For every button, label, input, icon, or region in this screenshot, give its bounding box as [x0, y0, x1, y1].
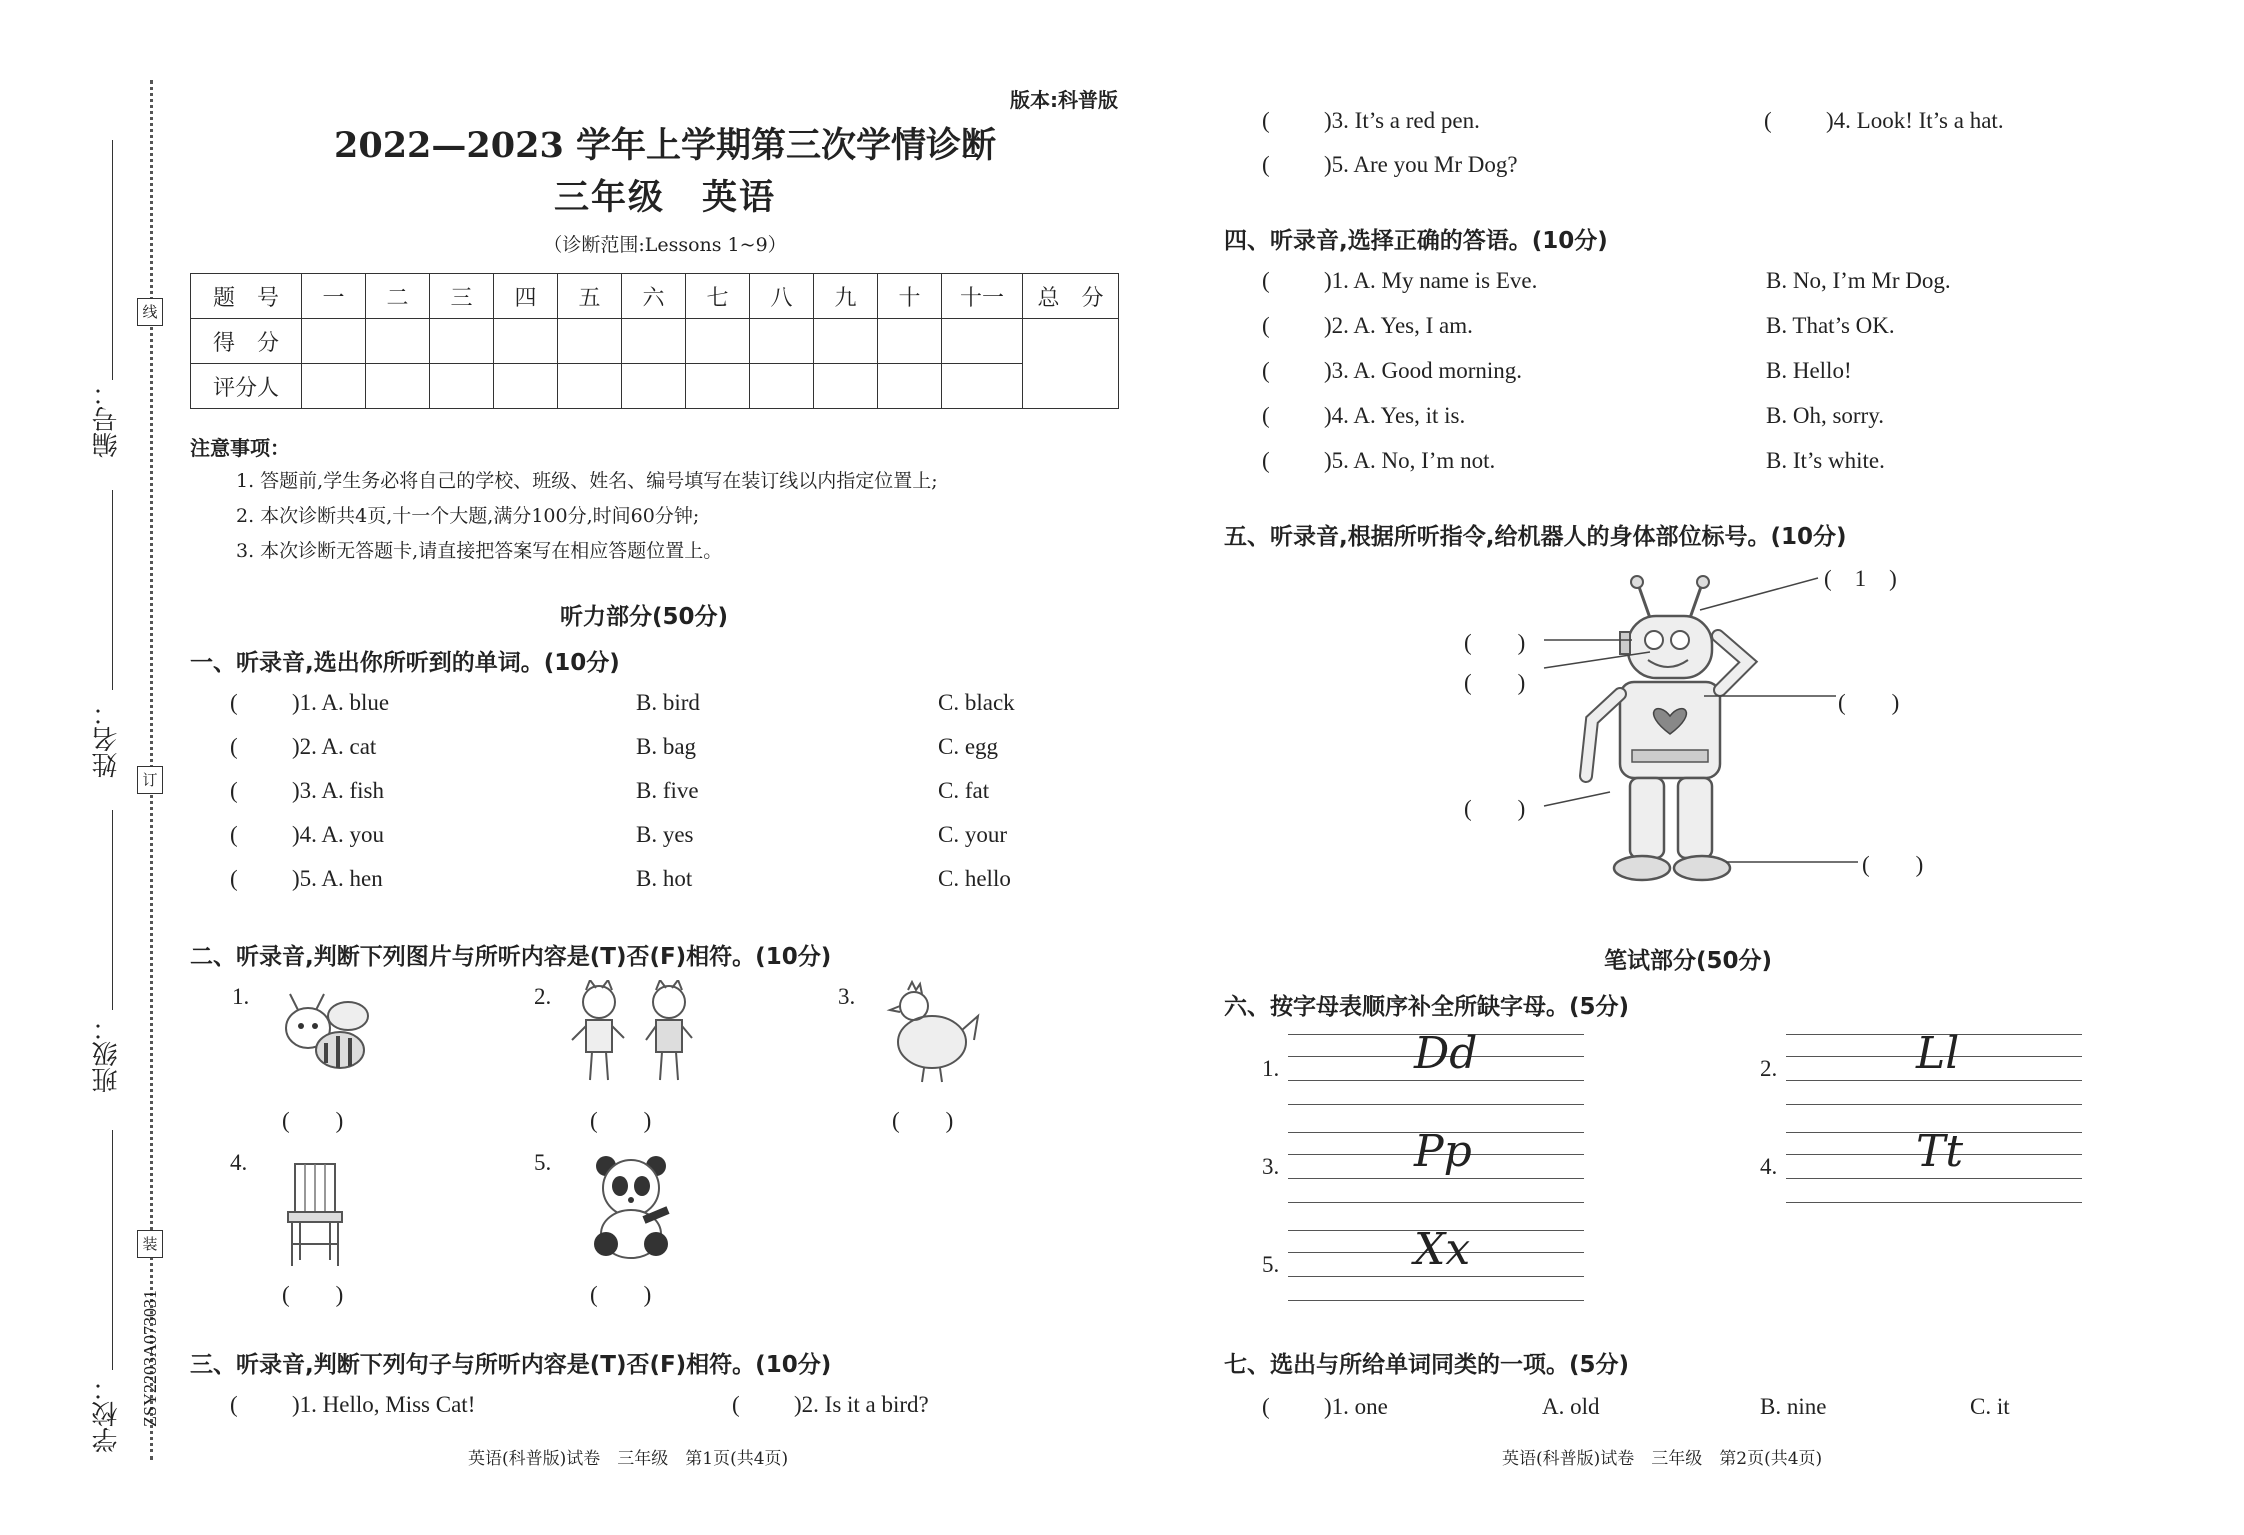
answer-paren[interactable]: ( [1262, 313, 1270, 338]
name-label: 姓名： [92, 700, 122, 778]
s7-q1: )1. one [1324, 1394, 1388, 1419]
s1-q2-b: B. bag [636, 734, 697, 759]
col-7: 七 [686, 274, 750, 319]
row-header-grader: 评分人 [191, 364, 302, 409]
s3-q3: )3. It’s a red pen. [1324, 108, 1480, 133]
s6-num-4: 4. [1760, 1154, 1778, 1179]
s1-q3-a: )3. A. fish [292, 778, 384, 803]
hen-picture [874, 980, 984, 1086]
col-total: 总 分 [1023, 274, 1119, 319]
grader-cell[interactable] [302, 364, 366, 409]
s2-answer-2[interactable]: ( ) [590, 1108, 652, 1133]
answer-paren[interactable]: ( [732, 1392, 740, 1417]
section-2-heading: 二、听录音,判断下列图片与所听内容是(T)否(F)相符。(10分) [190, 944, 832, 970]
two-children-picture [564, 980, 704, 1085]
robot-label-1: ( 1 ) [1824, 566, 1897, 591]
s1-q2-c: C. egg [938, 734, 999, 759]
answer-paren[interactable]: ( [1262, 358, 1270, 383]
grader-cell[interactable] [366, 364, 430, 409]
s6-letters-2: Ll [1916, 1028, 1960, 1079]
grader-cell[interactable] [430, 364, 494, 409]
s1-q3-c: C. fat [938, 778, 990, 803]
s1-q4-b: B. yes [636, 822, 694, 847]
binding-mark-ding: 订 [137, 766, 163, 794]
s4-q2-a: )2. A. Yes, I am. [1324, 313, 1473, 338]
section-1-heading: 一、听录音,选出你所听到的单词。(10分) [190, 650, 620, 676]
exam-title: 2022—2023 学年上学期第三次学情诊断 [333, 125, 996, 166]
section-6-heading: 六、按字母表顺序补全所缺字母。(5分) [1224, 994, 1630, 1020]
s4-q3-b: B. Hello! [1766, 358, 1852, 383]
s1-q1-c: C. black [938, 690, 1015, 715]
s1-q4-a: )4. A. you [292, 822, 384, 847]
s2-num-1: 1. [232, 984, 250, 1009]
s7-q1-c: C. it [1970, 1394, 2010, 1419]
s1-q4-c: C. your [938, 822, 1007, 847]
col-6: 六 [622, 274, 686, 319]
school-label: 学校： [92, 1375, 122, 1453]
col-4: 四 [494, 274, 558, 319]
section-7-heading: 七、选出与所给单词同类的一项。(5分) [1224, 1352, 1630, 1378]
s1-q1-b: B. bird [636, 690, 700, 715]
grader-cell[interactable] [494, 364, 558, 409]
s2-answer-1[interactable]: ( ) [282, 1108, 344, 1133]
s2-num-2: 2. [534, 984, 552, 1009]
s6-ruled-lines-1[interactable] [1288, 1028, 1584, 1134]
s1-q5-a: )5. A. hen [292, 866, 383, 891]
section-4-heading: 四、听录音,选择正确的答语。(10分) [1224, 228, 1608, 254]
score-cell[interactable] [878, 319, 942, 364]
s4-q4-a: )4. A. Yes, it is. [1324, 403, 1466, 428]
chair-picture [280, 1160, 350, 1270]
grader-cell[interactable] [558, 364, 622, 409]
s1-q1-a: )1. A. blue [292, 690, 390, 715]
s6-ruled-lines-3[interactable] [1288, 1126, 1584, 1232]
s2-answer-4[interactable]: ( ) [282, 1282, 344, 1307]
page1-footer: 英语(科普版)试卷 三年级 第1页(共4页) [468, 1449, 789, 1469]
answer-paren[interactable]: ( [1262, 1394, 1270, 1419]
section-5-heading: 五、听录音,根据所听指令,给机器人的身体部位标号。(10分) [1224, 524, 1847, 550]
answer-paren[interactable]: ( [1262, 448, 1270, 473]
note-3: 3. 本次诊断无答题卡,请直接把答案写在相应答题位置上。 [236, 540, 723, 562]
col-3: 三 [430, 274, 494, 319]
s4-q3-a: )3. A. Good morning. [1324, 358, 1523, 383]
robot-answer-d[interactable]: ( ) [1464, 796, 1526, 821]
answer-paren[interactable]: ( [1262, 152, 1270, 177]
s6-letters-4: Tt [1916, 1126, 1964, 1177]
answer-paren[interactable]: ( [230, 822, 238, 847]
class-label: 班级： [92, 1015, 122, 1093]
col-8: 八 [750, 274, 814, 319]
s6-ruled-lines-2[interactable] [1786, 1028, 2082, 1134]
s1-q3-b: B. five [636, 778, 699, 803]
grader-cell[interactable] [686, 364, 750, 409]
section-3-heading: 三、听录音,判断下列句子与所听内容是(T)否(F)相符。(10分) [190, 1352, 832, 1378]
robot-answer-c[interactable]: ( ) [1838, 690, 1900, 715]
school-blank[interactable] [112, 1130, 113, 1370]
s6-ruled-lines-4[interactable] [1786, 1126, 2082, 1232]
s4-q2-b: B. That’s OK. [1766, 313, 1895, 338]
grader-cell[interactable] [942, 364, 1023, 409]
score-cell[interactable] [750, 319, 814, 364]
serial-number: ZSY2203A073031 [140, 1290, 160, 1428]
robot-picture [1520, 570, 1880, 890]
s4-q1-b: B. No, I’m Mr Dog. [1766, 268, 1951, 293]
grader-cell[interactable] [622, 364, 686, 409]
robot-answer-e[interactable]: ( ) [1862, 852, 1924, 877]
s6-letters-3: Pp [1414, 1126, 1472, 1177]
score-cell[interactable] [558, 319, 622, 364]
total-score-cell[interactable] [1023, 319, 1119, 409]
s2-num-5: 5. [534, 1150, 552, 1175]
col-11: 十一 [942, 274, 1023, 319]
written-part-title: 笔试部分(50分) [1604, 948, 1773, 974]
robot-answer-b[interactable]: ( ) [1464, 670, 1526, 695]
grader-cell[interactable] [878, 364, 942, 409]
score-table [190, 273, 1119, 409]
s3-q2: )2. Is it a bird? [794, 1392, 929, 1417]
score-cell[interactable] [430, 319, 494, 364]
notes-title: 注意事项： [190, 436, 290, 460]
s4-q4-b: B. Oh, sorry. [1766, 403, 1884, 428]
s2-num-4: 4. [230, 1150, 248, 1175]
s2-num-3: 3. [838, 984, 856, 1009]
answer-paren[interactable]: ( [1262, 108, 1270, 133]
grader-cell[interactable] [750, 364, 814, 409]
col-2: 二 [366, 274, 430, 319]
score-cell[interactable] [814, 319, 878, 364]
answer-paren[interactable]: ( [230, 734, 238, 759]
s2-answer-3[interactable]: ( ) [892, 1108, 954, 1133]
s7-q1-a: A. old [1542, 1394, 1600, 1419]
s3-q5: )5. Are you Mr Dog? [1324, 152, 1518, 177]
s4-q5-a: )5. A. No, I’m not. [1324, 448, 1496, 473]
robot-answer-a[interactable]: ( ) [1464, 630, 1526, 655]
panda-picture [584, 1150, 684, 1260]
row-header-number: 题 号 [191, 274, 302, 319]
grader-cell[interactable] [814, 364, 878, 409]
edition-label: 版本:科普版 [1010, 88, 1118, 112]
binding-mark-line: 线 [137, 298, 163, 326]
score-cell[interactable] [366, 319, 430, 364]
score-cell[interactable] [302, 319, 366, 364]
number-blank[interactable] [112, 140, 113, 380]
s6-letters-1: Dd [1414, 1028, 1478, 1079]
s1-q5-b: B. hot [636, 866, 693, 891]
s6-num-5: 5. [1262, 1252, 1280, 1277]
col-1: 一 [302, 274, 366, 319]
s6-num-2: 2. [1760, 1056, 1778, 1081]
score-cell[interactable] [942, 319, 1023, 364]
exam-subtitle: 三年级 英语 [553, 178, 776, 218]
answer-paren[interactable]: ( [1764, 108, 1772, 133]
score-cell[interactable] [622, 319, 686, 364]
binding-mark-zhuang: 装 [137, 1230, 163, 1258]
answer-paren[interactable]: ( [230, 1392, 238, 1417]
s6-letters-5: Xx [1414, 1224, 1471, 1275]
answer-paren[interactable]: ( [230, 778, 238, 803]
s1-q2-a: )2. A. cat [292, 734, 377, 759]
answer-paren[interactable]: ( [230, 690, 238, 715]
s1-q5-c: C. hello [938, 866, 1011, 891]
s3-q4: )4. Look! It’s a hat. [1826, 108, 2004, 133]
answer-paren[interactable]: ( [1262, 403, 1270, 428]
note-2: 2. 本次诊断共4页,十一个大题,满分100分,时间60分钟; [236, 505, 700, 527]
s6-ruled-lines-5[interactable] [1288, 1224, 1584, 1330]
page2-footer: 英语(科普版)试卷 三年级 第2页(共4页) [1502, 1449, 1823, 1469]
row-header-score: 得 分 [191, 319, 302, 364]
name-blank[interactable] [112, 490, 113, 690]
s2-answer-5[interactable]: ( ) [590, 1282, 652, 1307]
col-5: 五 [558, 274, 622, 319]
answer-paren[interactable]: ( [1262, 268, 1270, 293]
score-cell[interactable] [494, 319, 558, 364]
exam-scope: （诊断范围:Lessons 1~9） [543, 234, 787, 256]
listening-part-title: 听力部分(50分) [560, 604, 729, 630]
s4-q1-a: )1. A. My name is Eve. [1324, 268, 1538, 293]
s4-q5-b: B. It’s white. [1766, 448, 1885, 473]
col-10: 十 [878, 274, 942, 319]
note-1: 1. 答题前,学生务必将自己的学校、班级、姓名、编号填写在装订线以内指定位置上; [236, 470, 938, 492]
s3-q1: )1. Hello, Miss Cat! [292, 1392, 476, 1417]
s6-num-3: 3. [1262, 1154, 1280, 1179]
class-blank[interactable] [112, 810, 113, 1010]
s7-q1-b: B. nine [1760, 1394, 1827, 1419]
answer-paren[interactable]: ( [230, 866, 238, 891]
s6-num-1: 1. [1262, 1056, 1280, 1081]
score-cell[interactable] [686, 319, 750, 364]
number-label: 编号： [92, 380, 122, 458]
bee-picture [268, 988, 380, 1084]
col-9: 九 [814, 274, 878, 319]
